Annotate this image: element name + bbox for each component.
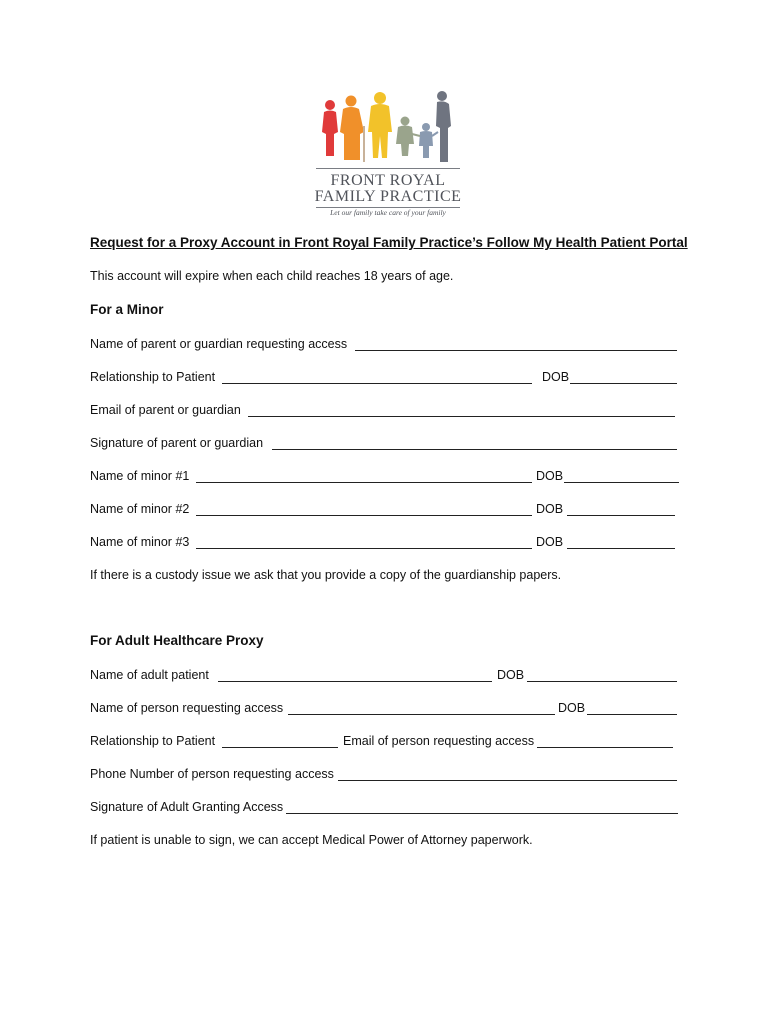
minor2-label: Name of minor #2: [90, 502, 190, 516]
adult-section-heading: For Adult Healthcare Proxy: [90, 633, 264, 648]
logo-rule-top: [316, 168, 460, 169]
minor2-dob-field[interactable]: [567, 503, 675, 516]
minor-section-heading: For a Minor: [90, 302, 164, 317]
relationship-label: Relationship to Patient: [90, 370, 216, 384]
practice-logo: [308, 88, 468, 224]
minor2-dob-label: DOB: [536, 502, 564, 516]
custody-note: If there is a custody issue we ask that you provide a copy of the guardianship papers.: [90, 568, 562, 582]
parent-dob-field[interactable]: [570, 371, 677, 384]
parent-dob-label: DOB: [542, 370, 570, 384]
person-dob-label: DOB: [558, 701, 586, 715]
relationship-field[interactable]: [222, 371, 532, 384]
logo-tagline: Let our family take care of your family: [330, 208, 446, 217]
adult-patient-field[interactable]: [218, 669, 492, 682]
minor1-dob-label: DOB: [536, 469, 564, 483]
intro-text: This account will expire when each child reaches 18 years of age.: [90, 269, 454, 283]
person-email-label: Email of person requesting access: [343, 734, 535, 748]
minor3-dob-field[interactable]: [567, 536, 675, 549]
parent-signature-label: Signature of parent or guardian: [90, 436, 264, 450]
parent-email-field[interactable]: [248, 404, 675, 417]
minor1-dob-field[interactable]: [564, 470, 679, 483]
phone-field[interactable]: [338, 768, 677, 781]
minor1-name-field[interactable]: [196, 470, 532, 483]
person-email-field[interactable]: [537, 735, 673, 748]
poa-note: If patient is unable to sign, we can accept Medical Power of Attorney paperwork.: [90, 833, 533, 847]
person-requesting-label: Name of person requesting access: [90, 701, 284, 715]
adult-signature-label: Signature of Adult Granting Access: [90, 800, 284, 814]
adult-dob-field[interactable]: [527, 669, 677, 682]
minor2-name-field[interactable]: [196, 503, 532, 516]
minor1-label: Name of minor #1: [90, 469, 190, 483]
logo-name-line2: FAMILY PRACTICE: [314, 188, 462, 205]
minor3-label: Name of minor #3: [90, 535, 190, 549]
phone-label: Phone Number of person requesting access: [90, 767, 334, 781]
form-title: Request for a Proxy Account in Front Royal Family Practice’s Follow My Health Patient Portal: [90, 235, 688, 250]
person-requesting-field[interactable]: [288, 702, 555, 715]
adult-relationship-field[interactable]: [222, 735, 338, 748]
family-silhouette-icon: [308, 88, 468, 168]
adult-signature-field[interactable]: [286, 801, 678, 814]
adult-dob-label: DOB: [497, 668, 525, 682]
parent-name-label: Name of parent or guardian requesting access: [90, 337, 348, 351]
adult-patient-label: Name of adult patient: [90, 668, 209, 682]
logo-name-line1: FRONT ROYAL: [330, 172, 446, 189]
minor3-name-field[interactable]: [196, 536, 532, 549]
minor3-dob-label: DOB: [536, 535, 564, 549]
parent-signature-field[interactable]: [272, 437, 677, 450]
parent-email-label: Email of parent or guardian: [90, 403, 241, 417]
person-dob-field[interactable]: [587, 702, 677, 715]
parent-name-field[interactable]: [355, 338, 677, 351]
adult-relationship-label: Relationship to Patient: [90, 734, 216, 748]
